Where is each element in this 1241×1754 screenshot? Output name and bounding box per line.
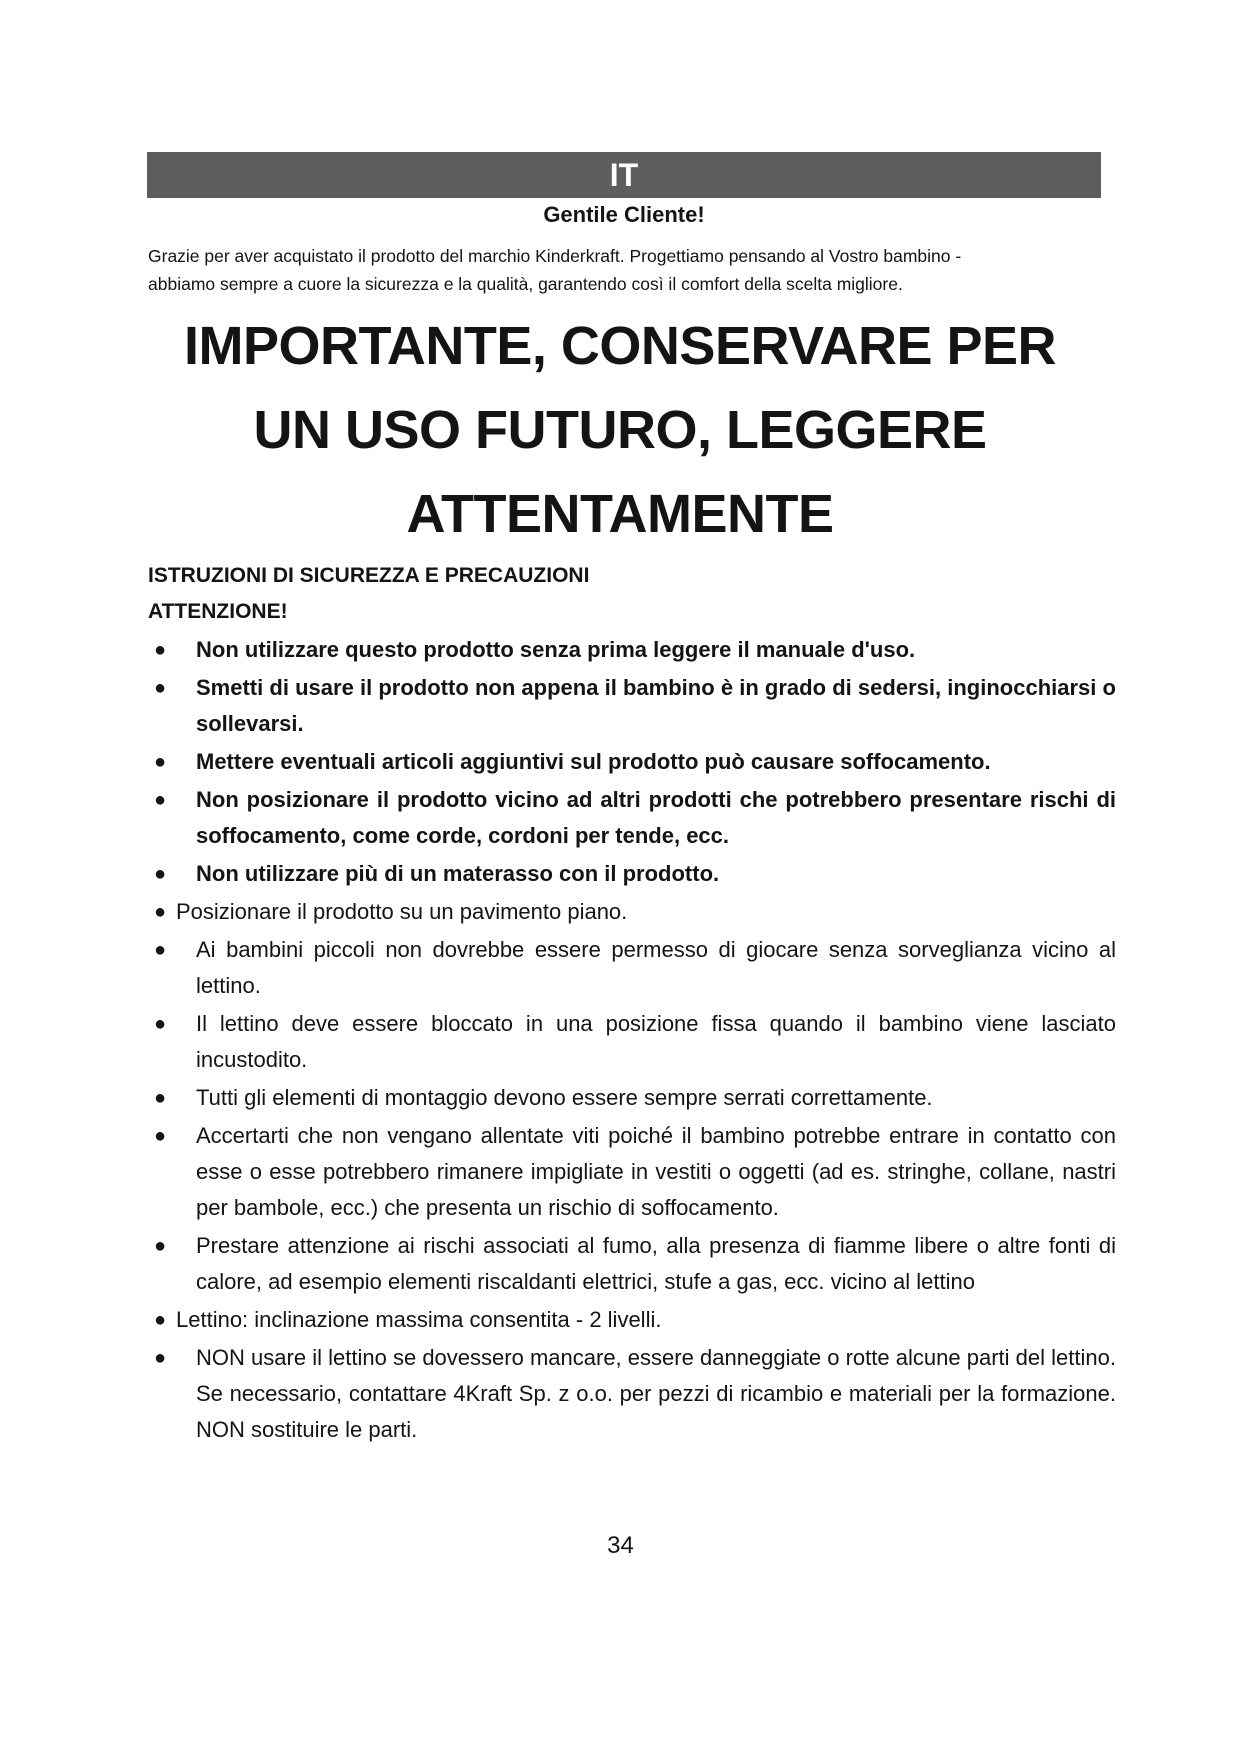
list-item (148, 856, 1116, 892)
list-item-text: NON usare il lettino se dovessero mancare, essere danneggiate o rotte alcune parti del lettino. Se necessario, contattare 4Kraft Sp. z o.o. per pezzi di ricambio e materiali per la formazione. NON sostituire le parti. (196, 1345, 1116, 1442)
list-item-text: Non utilizzare più di un materasso con il prodotto. (196, 861, 720, 886)
bullet-icon: ● (154, 789, 167, 811)
bullet-icon: ● (154, 939, 167, 961)
language-code: IT (609, 157, 639, 193)
list-item (148, 1228, 1116, 1300)
list-item (148, 632, 1116, 668)
section-title: ISTRUZIONI DI SICUREZZA E PRECAUZIONI (148, 564, 590, 587)
intro-line: abbiamo sempre a cuore la sicurezza e la qualità, garantendo così il comfort della scelta migliore. (148, 274, 903, 294)
bullet-icon: ● (154, 863, 167, 885)
bullet-icon: ● (154, 1087, 167, 1109)
list-item-text: Prestare attenzione ai rischi associati al fumo, alla presenza di fiamme libere o altre fonti di calore, ad esempio elementi riscaldanti elettrici, stufe a gas, ecc. vicino al lettino (196, 1233, 1116, 1294)
bullet-icon: ● (154, 751, 167, 773)
intro-paragraph (148, 242, 1108, 298)
list-item (148, 1118, 1116, 1226)
list-item-text: Non utilizzare questo prodotto senza prima leggere il manuale d'uso. (196, 637, 916, 662)
language-header-bar (147, 152, 1101, 198)
bullet-icon: ● (154, 1013, 167, 1035)
intro-line: Grazie per aver acquistato il prodotto del marchio Kinderkraft. Progettiamo pensando al Vostro bambino - (148, 246, 962, 266)
list-item (148, 1340, 1116, 1448)
list-item (148, 744, 1116, 780)
headline-line: ATTENTAMENTE (406, 484, 834, 544)
list-item-text: Ai bambini piccoli non dovrebbe essere permesso di giocare senza sorveglianza vicino al lettino. (196, 937, 1116, 998)
list-item (148, 894, 1116, 930)
bullet-icon: ● (154, 901, 167, 923)
list-item-text: Tutti gli elementi di montaggio devono essere sempre serrati correttamente. (196, 1085, 933, 1110)
list-item (148, 1302, 1116, 1338)
greeting: Gentile Cliente! (543, 202, 705, 227)
list-item (148, 1006, 1116, 1078)
bullet-icon: ● (154, 677, 167, 699)
list-item-text: Mettere eventuali articoli aggiuntivi sul prodotto può causare soffocamento. (196, 749, 991, 774)
bullet-icon: ● (154, 1347, 167, 1369)
list-item (148, 670, 1116, 742)
list-item-text: Smetti di usare il prodotto non appena il bambino è in grado di sedersi, inginocchiarsi o sollevarsi. (196, 675, 1116, 736)
list-item-text: Accertarti che non vengano allentate viti poiché il bambino potrebbe entrare in contatto con esse o esse potrebbero rimanere impigliate in vestiti o oggetti (ad es. stringhe, collane, nastri per bambole, ecc.) che presenta un rischio di soffocamento. (196, 1123, 1116, 1220)
list-item-text: Posizionare il prodotto su un pavimento piano. (176, 899, 628, 924)
bullet-icon: ● (154, 639, 167, 661)
headline-line: UN USO FUTURO, LEGGERE (253, 400, 987, 460)
list-item (148, 932, 1116, 1004)
list-item-text: Non posizionare il prodotto vicino ad altri prodotti che potrebbero presentare rischi di soffocamento, come corde, cordoni per tende, ecc. (196, 787, 1116, 848)
bullet-icon: ● (154, 1309, 167, 1331)
important-headline (120, 304, 1120, 556)
list-item-text: Il lettino deve essere bloccato in una posizione fissa quando il bambino viene lasciato incustodito. (196, 1011, 1116, 1072)
bullet-icon: ● (154, 1235, 167, 1257)
headline-line: IMPORTANTE, CONSERVARE PER (183, 316, 1057, 376)
bullet-icon: ● (154, 1125, 167, 1147)
list-item (148, 1080, 1116, 1116)
list-item (148, 782, 1116, 854)
page-number: 34 (607, 1532, 634, 1559)
warning-label: ATTENZIONE! (148, 600, 288, 623)
safety-section-heading (148, 558, 589, 630)
list-item-text: Lettino: inclinazione massima consentita - 2 livelli. (176, 1307, 662, 1332)
safety-instructions-list (148, 632, 1116, 1450)
